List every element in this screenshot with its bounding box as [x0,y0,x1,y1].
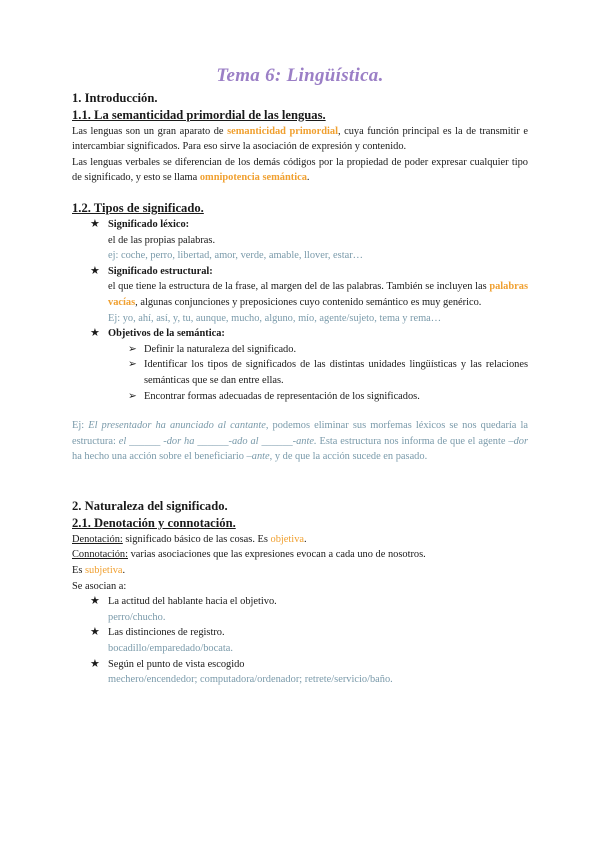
section-1-2-heading: 1.2. Tipos de significado. [72,200,204,215]
lexico-description: el de las propias palabras. [108,234,216,246]
example-paragraph: Ej: El presentador ha anunciado al cantante, podemos eliminar sus morfemas léxicos se nos quedaría la estructura: el ______ -dor ha ______-ado al ______-ante. Esta estructura nos informa de que el agente –dor ha hecho una acción sobre el beneficiario –ante, y de que la acción sucede en pasado. [72,420,529,463]
section-1-heading: 1. Introducción. [72,90,158,105]
document-title: Tema 6: Lingüística. [216,65,384,86]
denotacion-line: Denotación: significado básico de las cosas. Es objetiva. [72,533,307,545]
arrow-bullet-icon: ➢ [128,390,137,402]
section-1-1-heading: 1.1. La semanticidad primordial de las lenguas. [72,107,326,122]
estructural-example: Ej: yo, ahí, así, y, tu, aunque, mucho, alguno, mío, agente/sujeto, tema y rema… [108,312,442,324]
estructural-description: el que tiene la estructura de la frase, al margen del de las palabras. También se incluyen las palabras vacías, algunas conjunciones y preposiciones cuyo contenido semántico es muy genérico. [108,281,528,308]
objetivo-item: ➢ Definir la naturaleza del significado. [72,342,528,358]
list-item-objetivos: ★ Objetivos de la semántica: [72,326,528,342]
connotacion-line: Connotación: varias asociaciones que las expresiones evocan a cada uno de nosotros. [72,549,426,561]
star-bullet-icon: ★ [90,626,100,639]
arrow-bullet-icon: ➢ [128,359,137,371]
section-2-heading: 2. Naturaleza del significado. [72,498,228,513]
paragraph-semanticidad: Las lenguas son un gran aparato de semanticidad primordial, cuya función principal es la de transmitir e intercambiar significados. Para eso sirve la asociación de expresión y contenido. [72,125,528,153]
list-item-lexico: ★ Significado léxico: [72,217,528,233]
lexico-example: ej: coche, perro, libertad, amor, verde, amable, llover, estar… [108,250,364,262]
term-omnipotencia-semantica: omnipotencia semántica [199,172,307,184]
arrow-bullet-icon: ➢ [128,343,137,355]
term-palabras-vacias: palabras vacías [108,281,528,308]
asociacion-example: perro/chucho. [108,611,166,623]
list-item-asociacion: ★ Las distinciones de registro. [72,625,528,641]
star-bullet-icon: ★ [90,657,100,670]
list-item-asociacion: ★ La actitud del hablante hacia el objetivo. [72,594,528,610]
list-item-estructural: ★ Significado estructural: [72,264,528,280]
star-bullet-icon: ★ [90,217,100,230]
document-page [72,65,529,688]
paragraph-omnipotencia: Las lenguas verbales se diferencian de los demás códigos por la propiedad de poder expresar cualquier tipo de significado, y esto se llama omnipotencia semántica. [72,156,528,184]
objetivo-item: ➢ Encontrar formas adecuadas de representación de los significados. [72,389,528,405]
section-2-1-heading: 2.1. Denotación y connotación. [72,515,236,530]
star-bullet-icon: ★ [90,327,100,340]
se-asocian-label: Se asocian a: [72,580,127,592]
connotacion-line-2: Es subjetiva. [72,565,126,577]
list-item-asociacion: ★ Según el punto de vista escogido [72,657,528,673]
star-bullet-icon: ★ [90,595,100,608]
asociacion-example: mechero/encendedor; computadora/ordenador; retrete/servicio/baño. [108,674,393,686]
asociacion-example: bocadillo/emparedado/bocata. [108,643,233,655]
term-semanticidad-primordial: semanticidad primordial [227,125,338,137]
objetivo-item: ➢ Identificar los tipos de significados de las distintas unidades lingüísticas y las relaciones semánticas que se dan entre ellas. [128,359,528,386]
star-bullet-icon: ★ [90,264,100,277]
